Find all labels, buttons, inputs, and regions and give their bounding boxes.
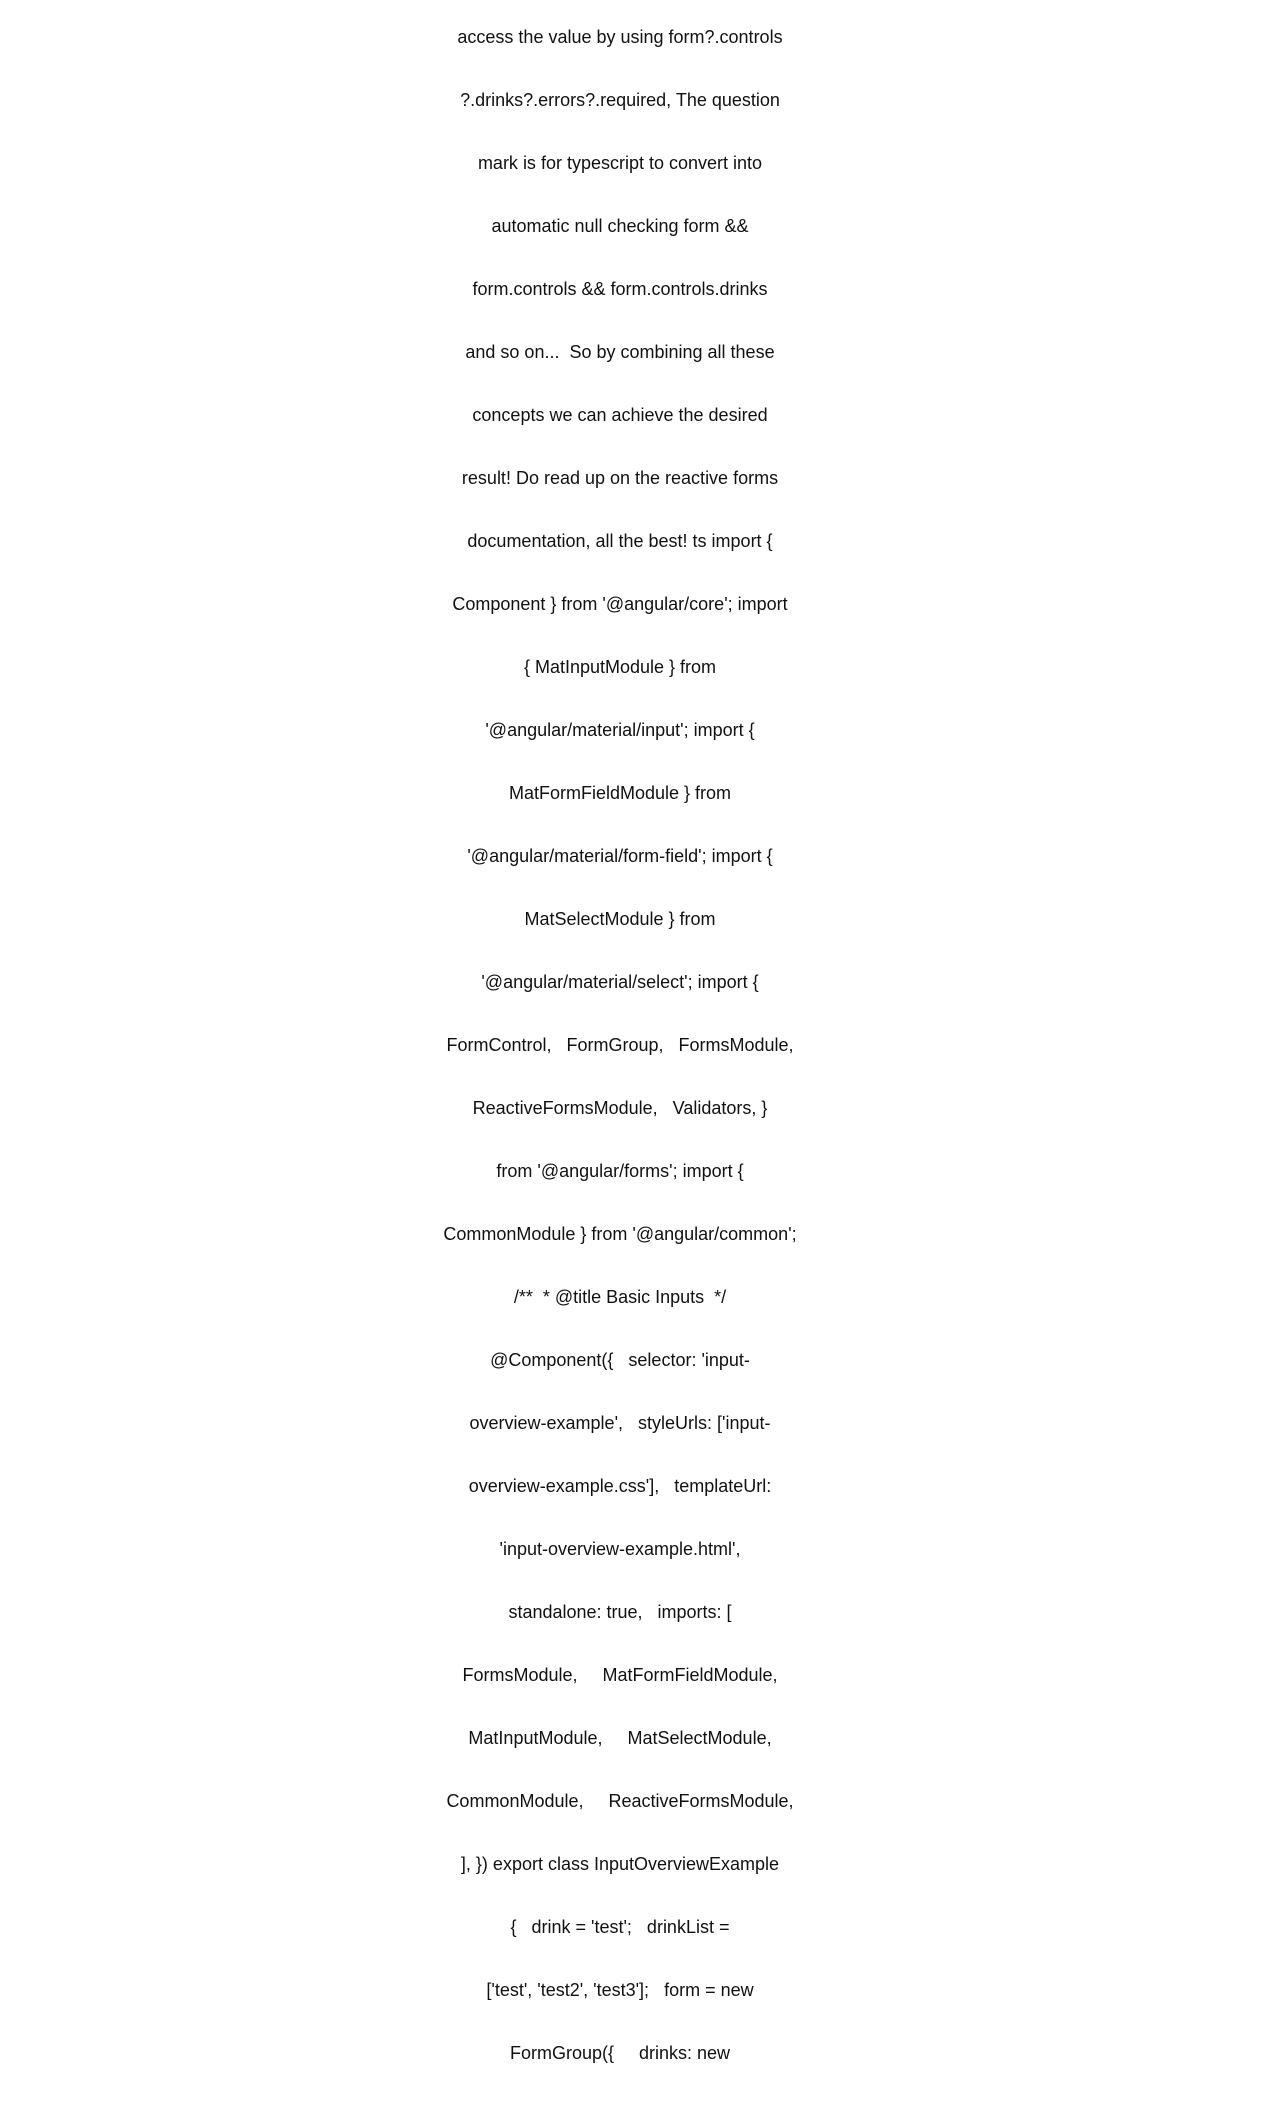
- document-text-column: [440, 0, 800, 2106]
- text-line: MatInputModule, MatSelectModule,: [468, 1728, 772, 1748]
- text-line: from '@angular/forms'; import {: [496, 1161, 744, 1181]
- text-line: automatic null checking form &&: [491, 216, 749, 236]
- text-line: ?.drinks?.errors?.required, The question: [460, 90, 780, 110]
- text-line: documentation, all the best! ts import {: [467, 531, 773, 551]
- text-line: '@angular/material/select'; import {: [481, 972, 759, 992]
- text-line: /** * @title Basic Inputs */: [513, 1287, 727, 1307]
- text-line: ], }) export class InputOverviewExample: [460, 1854, 780, 1874]
- text-line: { drink = 'test'; drinkList =: [510, 1917, 730, 1937]
- text-line: and so on... So by combining all these: [465, 342, 775, 362]
- text-line: CommonModule } from '@angular/common';: [443, 1224, 797, 1244]
- text-line: form.controls && form.controls.drinks: [472, 279, 768, 299]
- text-line: '@angular/material/form-field'; import {: [467, 846, 773, 866]
- text-line: overview-example', styleUrls: ['input-: [469, 1413, 771, 1433]
- text-line: overview-example.css'], templateUrl:: [468, 1476, 772, 1496]
- text-line: 'input-overview-example.html',: [499, 1539, 741, 1559]
- text-line: { MatInputModule } from: [523, 657, 717, 677]
- text-line: MatFormFieldModule } from: [508, 783, 732, 803]
- text-line: standalone: true, imports: [: [508, 1602, 732, 1622]
- text-line: FormsModule, MatFormFieldModule,: [462, 1665, 778, 1685]
- text-line: ReactiveFormsModule, Validators, }: [472, 1098, 768, 1118]
- text-line: @Component({ selector: 'input-: [490, 1350, 750, 1370]
- text-line: CommonModule, ReactiveFormsModule,: [446, 1791, 794, 1811]
- text-line: concepts we can achieve the desired: [472, 405, 768, 425]
- text-line: ['test', 'test2', 'test3']; form = new: [486, 1980, 754, 2000]
- text-line: mark is for typescript to convert into: [477, 153, 763, 173]
- text-line: result! Do read up on the reactive forms: [461, 468, 779, 488]
- text-line: '@angular/material/input'; import {: [485, 720, 755, 740]
- text-line: access the value by using form?.controls: [457, 27, 783, 47]
- text-line: FormControl, FormGroup, FormsModule,: [446, 1035, 794, 1055]
- text-line: MatSelectModule } from: [524, 909, 716, 929]
- text-line: FormGroup({ drinks: new: [509, 2043, 731, 2063]
- text-line: Component } from '@angular/core'; import: [452, 594, 788, 614]
